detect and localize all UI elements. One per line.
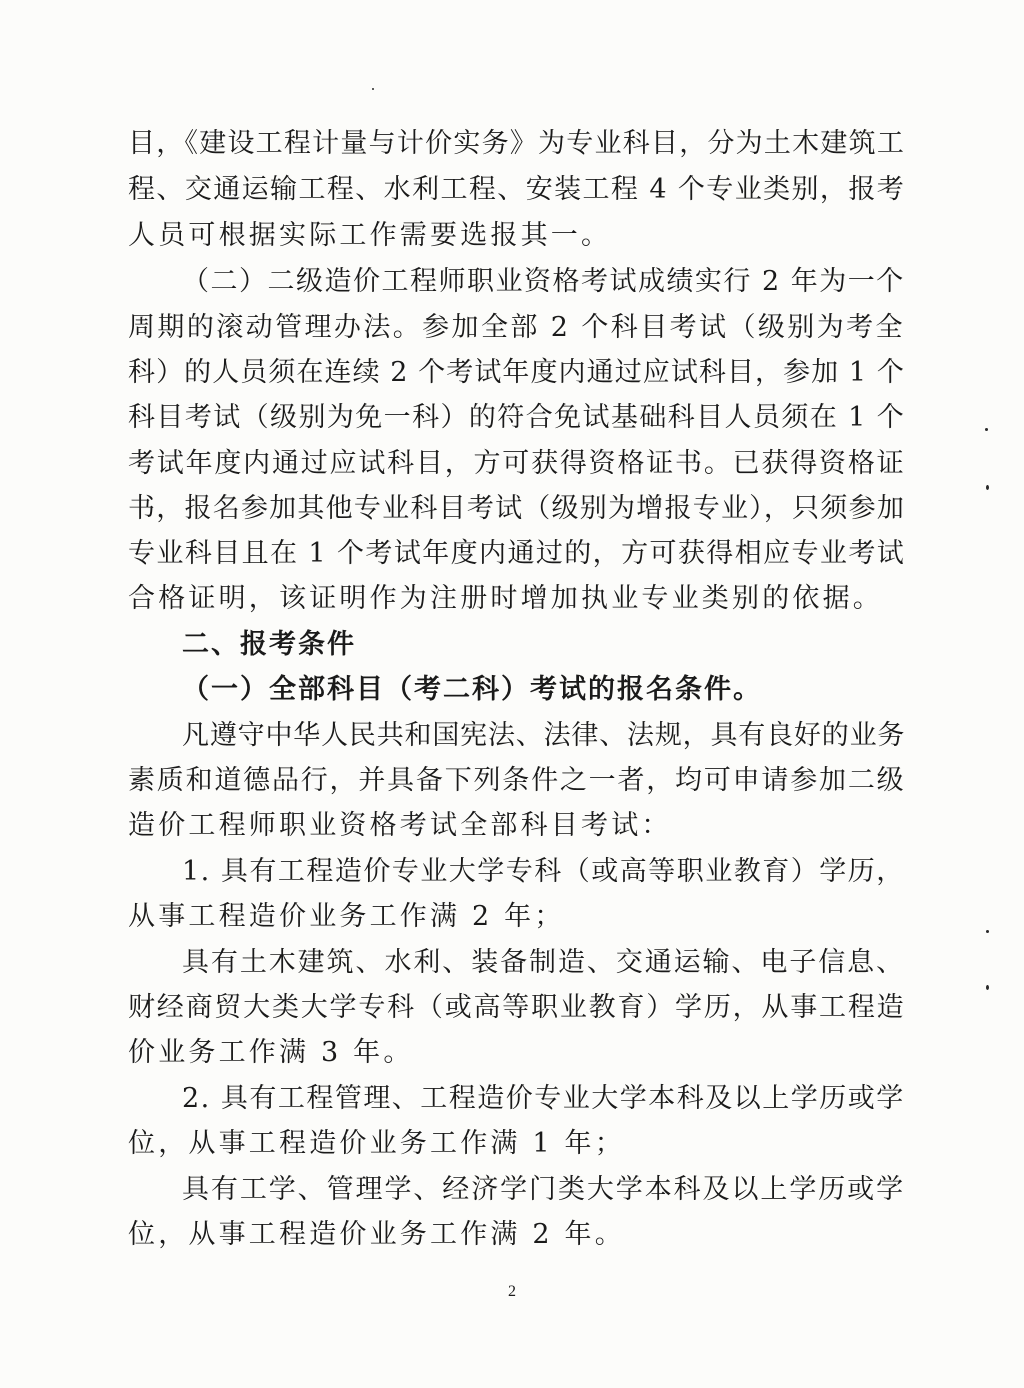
- text-line: 程、交通运输工程、水利工程、安装工程 4 个专业类别，报考: [128, 174, 906, 205]
- scan-speck: [986, 485, 989, 490]
- text-line: 人员可根据实际工作需要选报其一。: [128, 220, 612, 251]
- scan-speck: [985, 428, 988, 431]
- section-heading: 二、报考条件: [182, 629, 356, 660]
- list-item-start: 2. 具有工程管理、工程造价专业大学本科及以上学历或学: [182, 1083, 905, 1114]
- paragraph-start: 具有工学、管理学、经济学门类大学本科及以上学历或学: [182, 1174, 905, 1205]
- scan-speck: [372, 88, 374, 90]
- text-line: 目，《建设工程计量与计价实务》为专业科目，分为土木建筑工: [128, 128, 906, 159]
- text-line: 书，报名参加其他专业科目考试（级别为增报专业），只须参加: [128, 493, 906, 524]
- text-line: 合格证明，该证明作为注册时增加执业专业类别的依据。: [128, 583, 883, 614]
- text-line: 位，从事工程造价业务工作满 1 年；: [128, 1128, 625, 1159]
- text-line: 素质和道德品行，并具备下列条件之一者，均可申请参加二级: [128, 765, 906, 796]
- text-line: 考试年度内通过应试科目，方可获得资格证书。已获得资格证: [128, 448, 906, 479]
- subsection-heading: （一）全部科目（考二科）考试的报名条件。: [182, 674, 762, 705]
- paragraph-start: （二）二级造价工程师职业资格考试成绩实行 2 年为一个: [182, 266, 905, 297]
- page-number: 2: [508, 1283, 516, 1300]
- text-line: 价业务工作满 3 年。: [128, 1037, 414, 1068]
- list-item-start: 1. 具有工程造价专业大学专科（或高等职业教育）学历，: [182, 856, 905, 887]
- scan-speck: [986, 930, 989, 933]
- text-line: 专业科目且在 1 个考试年度内通过的，方可获得相应专业考试: [128, 538, 906, 569]
- paragraph-start: 凡遵守中华人民共和国宪法、法律、法规，具有良好的业务: [182, 720, 906, 751]
- scan-speck: [986, 985, 989, 990]
- text-line: 从事工程造价业务工作满 2 年；: [128, 901, 565, 932]
- paragraph-start: 具有土木建筑、水利、装备制造、交通运输、电子信息、: [182, 947, 905, 978]
- text-line: 财经商贸大类大学专科（或高等职业教育）学历，从事工程造: [128, 992, 906, 1023]
- text-line: 周期的滚动管理办法。参加全部 2 个科目考试（级别为考全: [128, 312, 905, 343]
- text-line: 科目考试（级别为免一科）的符合免试基础科目人员须在 1 个: [128, 402, 906, 433]
- text-line: 造价工程师职业资格考试全部科目考试：: [128, 810, 672, 841]
- text-line: 位，从事工程造价业务工作满 2 年。: [128, 1219, 625, 1250]
- text-line: 科）的人员须在连续 2 个考试年度内通过应试科目，参加 1 个: [128, 357, 905, 388]
